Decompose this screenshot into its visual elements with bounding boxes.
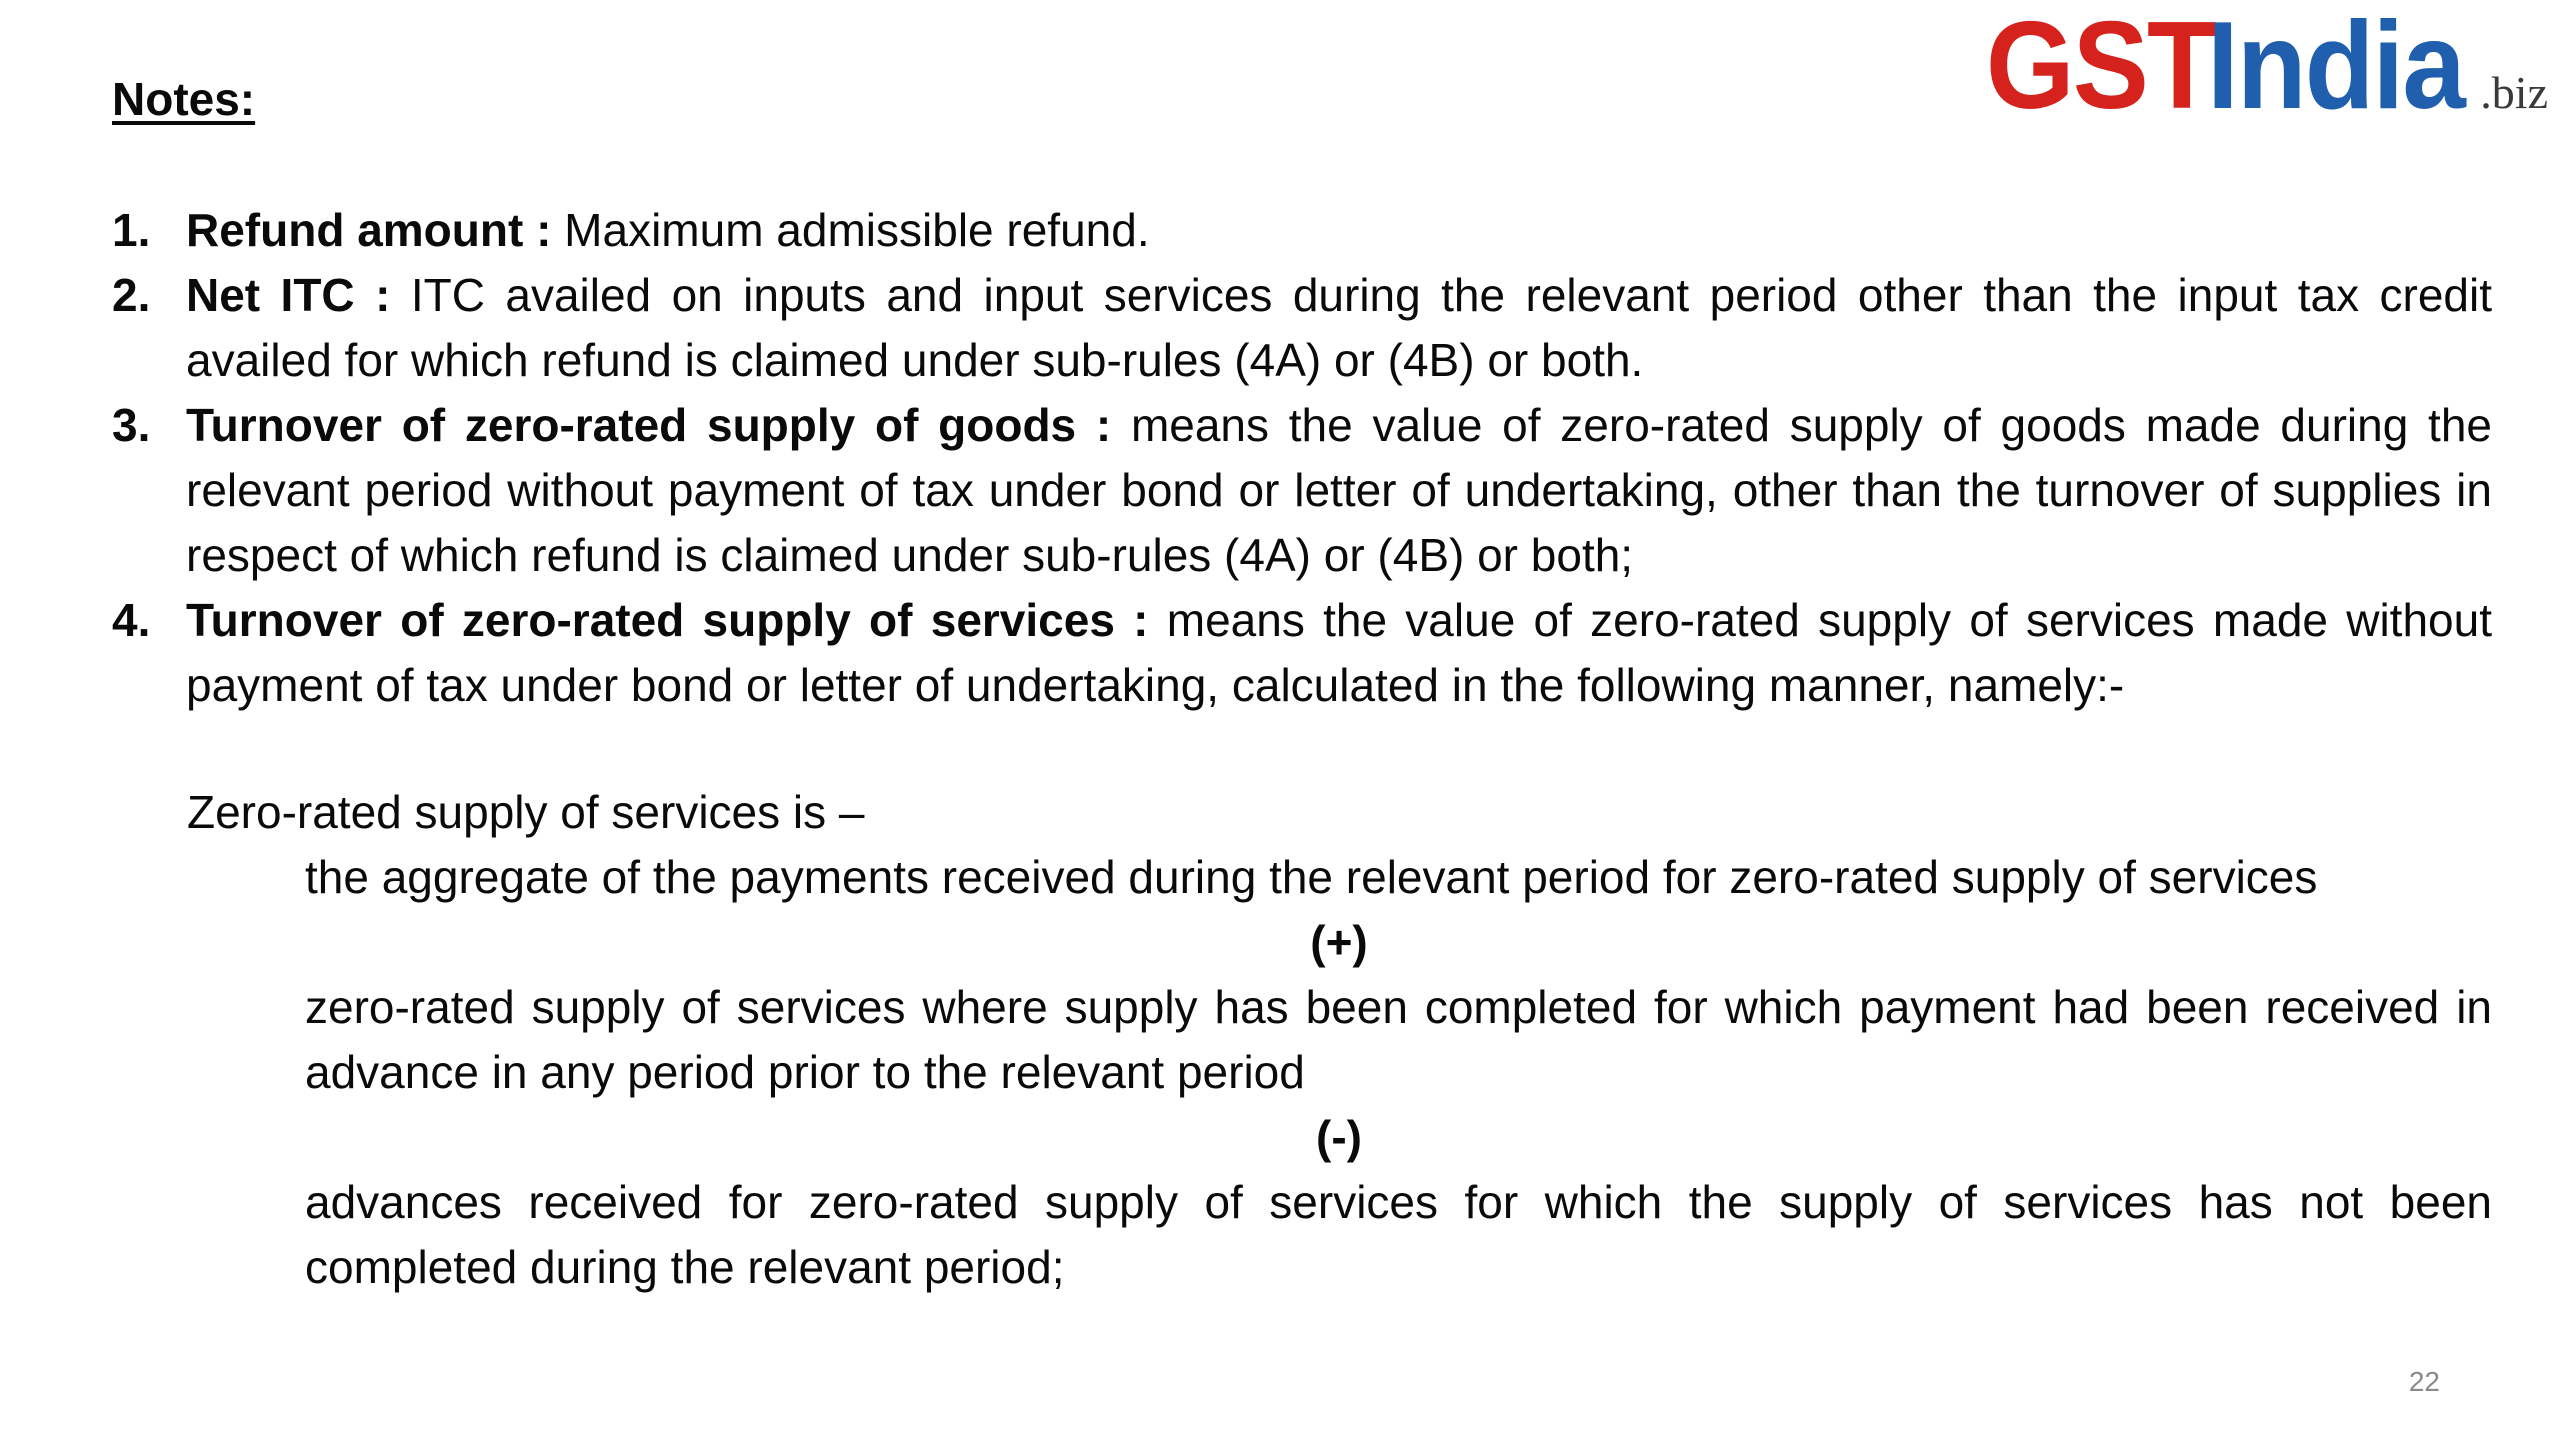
formula-minus-operator: (-) — [1316, 1111, 1362, 1163]
note-text: ITC availed on inputs and input services during the relevant period other than the input tax credit availed for which refund is claimed under sub-rules (4A) or (4B) or both. — [186, 269, 2492, 386]
note-number: 2. — [112, 269, 151, 321]
formula-plus-operator: (+) — [1310, 916, 1368, 968]
note-term: Turnover of zero-rated supply of services : — [186, 594, 1149, 646]
notes-heading: Notes: — [112, 73, 256, 125]
note-term: Net ITC : — [186, 269, 391, 321]
note-item-turnover-services — [112, 588, 2492, 718]
formula-term-aggregate-payments: the aggregate of the payments received during the relevant period for zero-rated supply of services — [305, 851, 2318, 903]
note-term: Refund amount : — [186, 204, 552, 256]
note-text: means the value of zero-rated supply of services made without payment of tax under bond or letter of undertaking, calculated in the following manner, namely:- — [186, 594, 2492, 711]
note-number: 1. — [112, 204, 151, 256]
logo-biz-text: .biz — [2480, 67, 2548, 118]
logo-gst-text: GST — [1985, 0, 2215, 135]
services-formula — [112, 780, 2492, 1300]
formula-term-advances: advances received for zero-rated supply of services for which the supply of services has not been completed during the relevant period; — [305, 1176, 2492, 1293]
note-number: 4. — [112, 594, 151, 646]
formula-term-completed-supply: zero-rated supply of services where supply has been completed for which payment had been received in advance in any period prior to the relevant period — [305, 981, 2492, 1098]
formula-intro: Zero-rated supply of services is – — [187, 786, 865, 838]
gstindia-logo — [1966, 0, 2548, 135]
logo-india-text: India — [2206, 0, 2464, 135]
note-item-net-itc — [112, 263, 2492, 393]
notes-list — [112, 198, 2492, 718]
note-item-turnover-goods — [112, 393, 2492, 588]
note-text: means the value of zero-rated supply of goods made during the relevant period without payment of tax under bond or letter of undertaking, other than the turnover of supplies in respect of which refund is claimed under sub-rules (4A) or (4B) or both; — [186, 399, 2492, 581]
note-text: Maximum admissible refund. — [551, 204, 1150, 256]
page-number: 22 — [2408, 1366, 2440, 1397]
note-item-refund-amount — [112, 198, 2492, 263]
note-term: Turnover of zero-rated supply of goods : — [186, 399, 1112, 451]
note-number: 3. — [112, 399, 151, 451]
